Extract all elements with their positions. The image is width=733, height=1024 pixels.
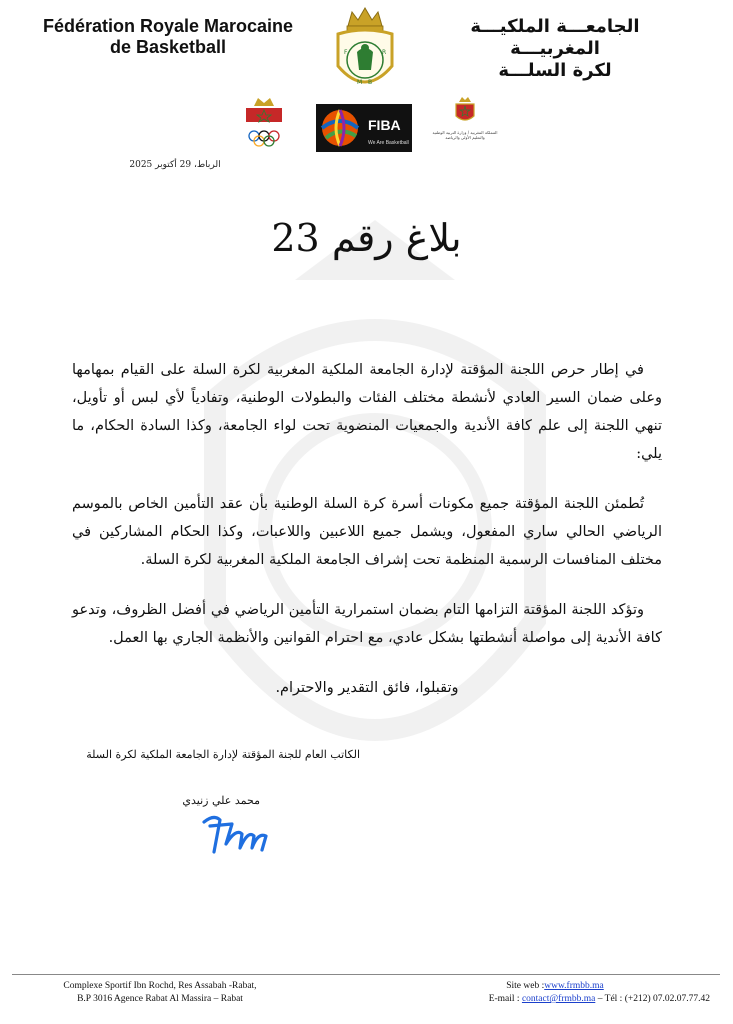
paragraph-1: في إطار حرص اللجنة المؤقتة لإدارة الجامعة الملكية المغربية لكرة السلة على القيام بمهامها وعلى ضمان السير العادي لأنشطة مختلف الفئات والبطولات الوطنية، وتفادياً لأي لبس أو تأويل، تنهي اللجنة إلى علم كافة الأندية والجمعيات المنضوية تحت لواء الجامعة، وكذا السادة الحكام، ما يلي: bbox=[72, 362, 662, 462]
org-name-fr bbox=[18, 16, 318, 58]
closing-line: وتقبلوا، فائق التقدير والاحترام. bbox=[275, 680, 459, 696]
signatory-name: محمد علي زنيدي bbox=[182, 794, 260, 807]
document-date: الرباط، 29 أكتوبر 2025 bbox=[129, 160, 221, 170]
email-label: E-mail : bbox=[488, 994, 520, 1004]
ministry-caption: المملكة المغربية / وزارة التربية الوطنية والتعليم الأولي والرياضة bbox=[432, 130, 498, 140]
document-title: بلاغ رقم 23 bbox=[271, 216, 462, 260]
footer-contact bbox=[400, 980, 710, 1006]
address-line-1: Complexe Sportif Ibn Rochd, Res Assabah -Rabat, bbox=[63, 981, 257, 991]
emblem-letter-b: B bbox=[368, 79, 373, 86]
olympic-committee-logo bbox=[236, 96, 292, 152]
phone-text: – Tél : (+212) 07.02.07.77.42 bbox=[597, 994, 710, 1004]
fiba-logo bbox=[316, 104, 412, 152]
website-link[interactable]: www.frmbb.ma bbox=[544, 981, 604, 991]
address-line-2: B.P 3016 Agence Rabat Al Massira – Rabat bbox=[77, 994, 243, 1004]
org-name-fr-line1: Fédération Royale Marocaine bbox=[42, 16, 294, 36]
emblem-letter-f: F bbox=[344, 49, 348, 56]
website-line bbox=[400, 980, 710, 993]
signatory-title: الكاتب العام للجنة المؤقتة لإدارة الجامعة الملكية لكرة السلة bbox=[86, 748, 360, 761]
ministry-logo bbox=[430, 96, 500, 152]
fiba-wordmark: FIBA bbox=[368, 117, 401, 133]
document-body bbox=[72, 356, 662, 724]
website-label: Site web : bbox=[506, 981, 545, 991]
org-name-ar-line2: لكرة السلـــة bbox=[498, 60, 612, 81]
fiba-tagline: We Are Basketball bbox=[368, 140, 409, 146]
email-link[interactable]: contact@frmbb.ma bbox=[521, 994, 596, 1004]
frmb-emblem-logo bbox=[330, 4, 400, 98]
contact-line bbox=[400, 993, 710, 1006]
moroccan-coat-of-arms-icon bbox=[450, 96, 480, 126]
org-name-ar-line1: الجامعـــة الملكيـــة المغربيـــة bbox=[470, 16, 640, 59]
paragraph-2: تُطمئن اللجنة المؤقتة جميع مكونات أسرة كرة السلة الوطنية بأن عقد التأمين الخاص بالموسم الرياضي الحالي ساري المفعول، ويشمل جميع اللاعبين واللاعبات، وكذا الحكام المشاركين في مختلف المنافسات الرسمية المنظمة تحت إشراف الجامعة الملكية المغربية لكرة السلة. bbox=[72, 496, 662, 568]
handwritten-signature bbox=[196, 808, 280, 858]
paragraph-3: وتؤكد اللجنة المؤقتة التزامها التام بضمان استمرارية التأمين الرياضي في أفضل الظروف، وتدعو كافة الأندية إلى مواصلة أنشطتها بشكل عادي، مع احترام القوانين والأنظمة الجاري بها العمل. bbox=[72, 602, 662, 646]
footer-address bbox=[40, 980, 280, 1006]
emblem-letter-r: R bbox=[382, 49, 387, 56]
footer-divider bbox=[12, 974, 720, 975]
org-name-fr-line2: de Basketball bbox=[109, 37, 227, 57]
org-name-ar bbox=[425, 16, 685, 82]
emblem-letter-m: M bbox=[357, 79, 363, 86]
